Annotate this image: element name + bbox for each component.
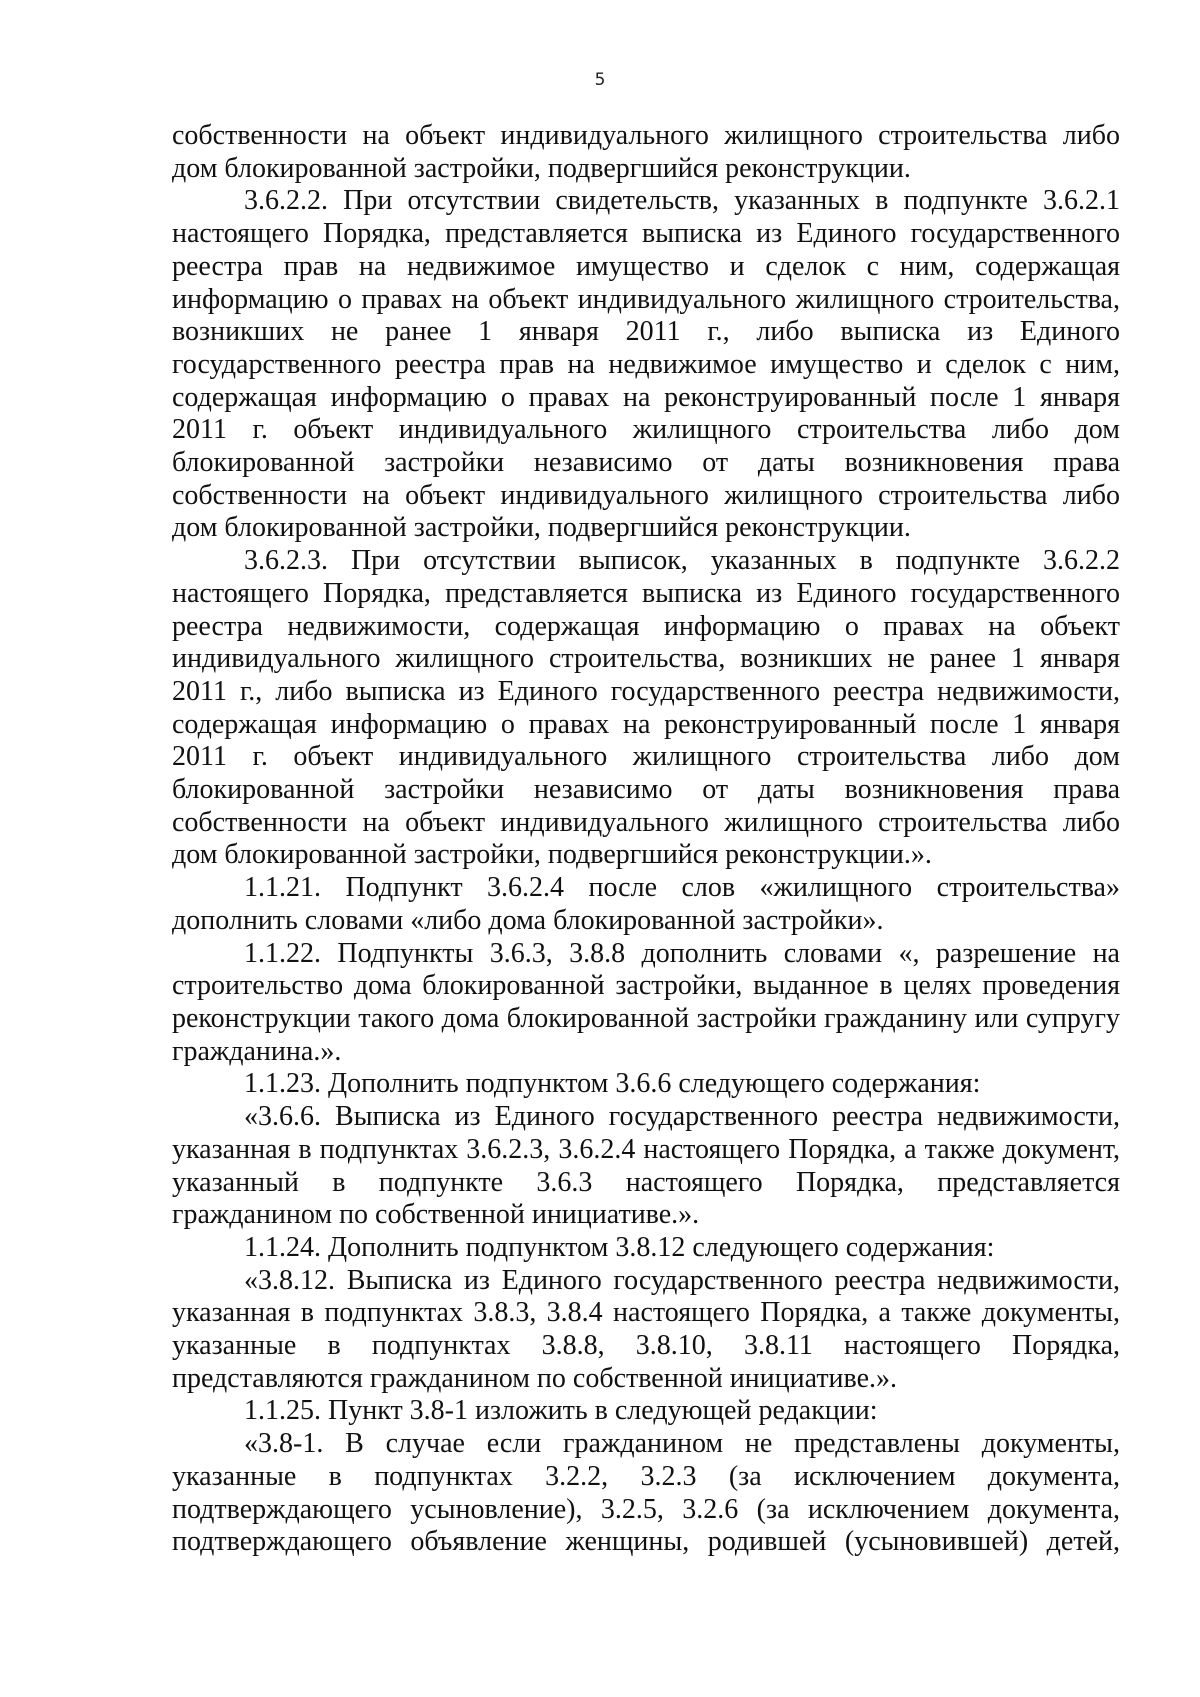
paragraph-1-1-25: 1.1.25. Пункт 3.8-1 изложить в следующей редакции: xyxy=(244,1395,878,1427)
paragraph-1-1-24: 1.1.24. Дополнить подпунктом 3.8.12 следующего содержания: xyxy=(244,1231,995,1263)
paragraph-1-1-22: 1.1.22. Подпункты 3.6.3, 3.8.8 дополнить словами «, разрешение на строительство дома блокированной застройки, выданное в целях проведения реконструкции такого дома блокированной застройки гражданину или супругу гражданина.». xyxy=(172,937,1120,1067)
page-number: 5 xyxy=(594,70,606,90)
paragraph-3-6-2-3: 3.6.2.3. При отсутствии выписок, указанных в подпункте 3.6.2.2 настоящего Порядка, представляется выписка из Единого государственного реестра недвижимости, содержащая информацию о правах на объект индивидуального жилищного строительства, возникших не ранее 1 января 2011 г., либо выписка из Единого государственного реестра недвижимости, содержащая информацию о правах на реконструированный после 1 января 2011 г. объект индивидуального жилищного строительства либо дом блокированной застройки независимо от даты возникновения права собственности на объект индивидуального жилищного строительства либо дом блокированной застройки, подвергшийся реконструкции.». xyxy=(172,545,1120,871)
paragraph-3-8-12: «3.8.12. Выписка из Единого государственного реестра недвижимости, указанная в подпунктах 3.8.3, 3.8.4 настоящего Порядка, а также документы, указанные в подпунктах 3.8.8, 3.8.10, 3.8.11 настоящего Порядка, представляются гражданином по собственной инициативе.». xyxy=(172,1264,1120,1394)
paragraph-1-1-23: 1.1.23. Дополнить подпунктом 3.6.6 следующего содержания: xyxy=(244,1068,981,1100)
document-body xyxy=(172,120,1120,1559)
paragraph-3-6-2-2: 3.6.2.2. При отсутствии свидетельств, указанных в подпункте 3.6.2.1 настоящего Порядка, представляется выписка из Единого государственного реестра прав на недвижимое имущество и сделок с ним, содержащая информацию о правах на объект индивидуального жилищного строительства, возникших не ранее 1 января 2011 г., либо выписка из Единого государственного реестра прав на недвижимое имущество и сделок с ним, содержащая информацию о правах на реконструированный после 1 января 2011 г. объект индивидуального жилищного строительства либо дом блокированной застройки независимо от даты возникновения права собственности на объект индивидуального жилищного строительства либо дом блокированной застройки, подвергшийся реконструкции. xyxy=(172,185,1120,544)
paragraph-3-8-1: «3.8-1. В случае если гражданином не представлены документы, указанные в подпунктах 3.2.2, 3.2.3 (за исключением документа, подтверждающего усыновление), 3.2.5, 3.2.6 (за исключением документа, подтверждающего объявление женщины, родившей (усыновившей) детей, xyxy=(172,1428,1120,1558)
paragraph-continuation: собственности на объект индивидуального жилищного строительства либо дом блокированной застройки, подвергшийся реконструкции. xyxy=(172,120,1120,184)
paragraph-1-1-21: 1.1.21. Подпункт 3.6.2.4 после слов «жилищного строительства» дополнить словами «либо дома блокированной застройки». xyxy=(172,872,1120,936)
paragraph-3-6-6: «3.6.6. Выписка из Единого государственного реестра недвижимости, указанная в подпунктах 3.6.2.3, 3.6.2.4 настоящего Порядка, а также документ, указанный в подпункте 3.6.3 настоящего Порядка, представляется гражданином по собственной инициативе.». xyxy=(172,1101,1120,1231)
